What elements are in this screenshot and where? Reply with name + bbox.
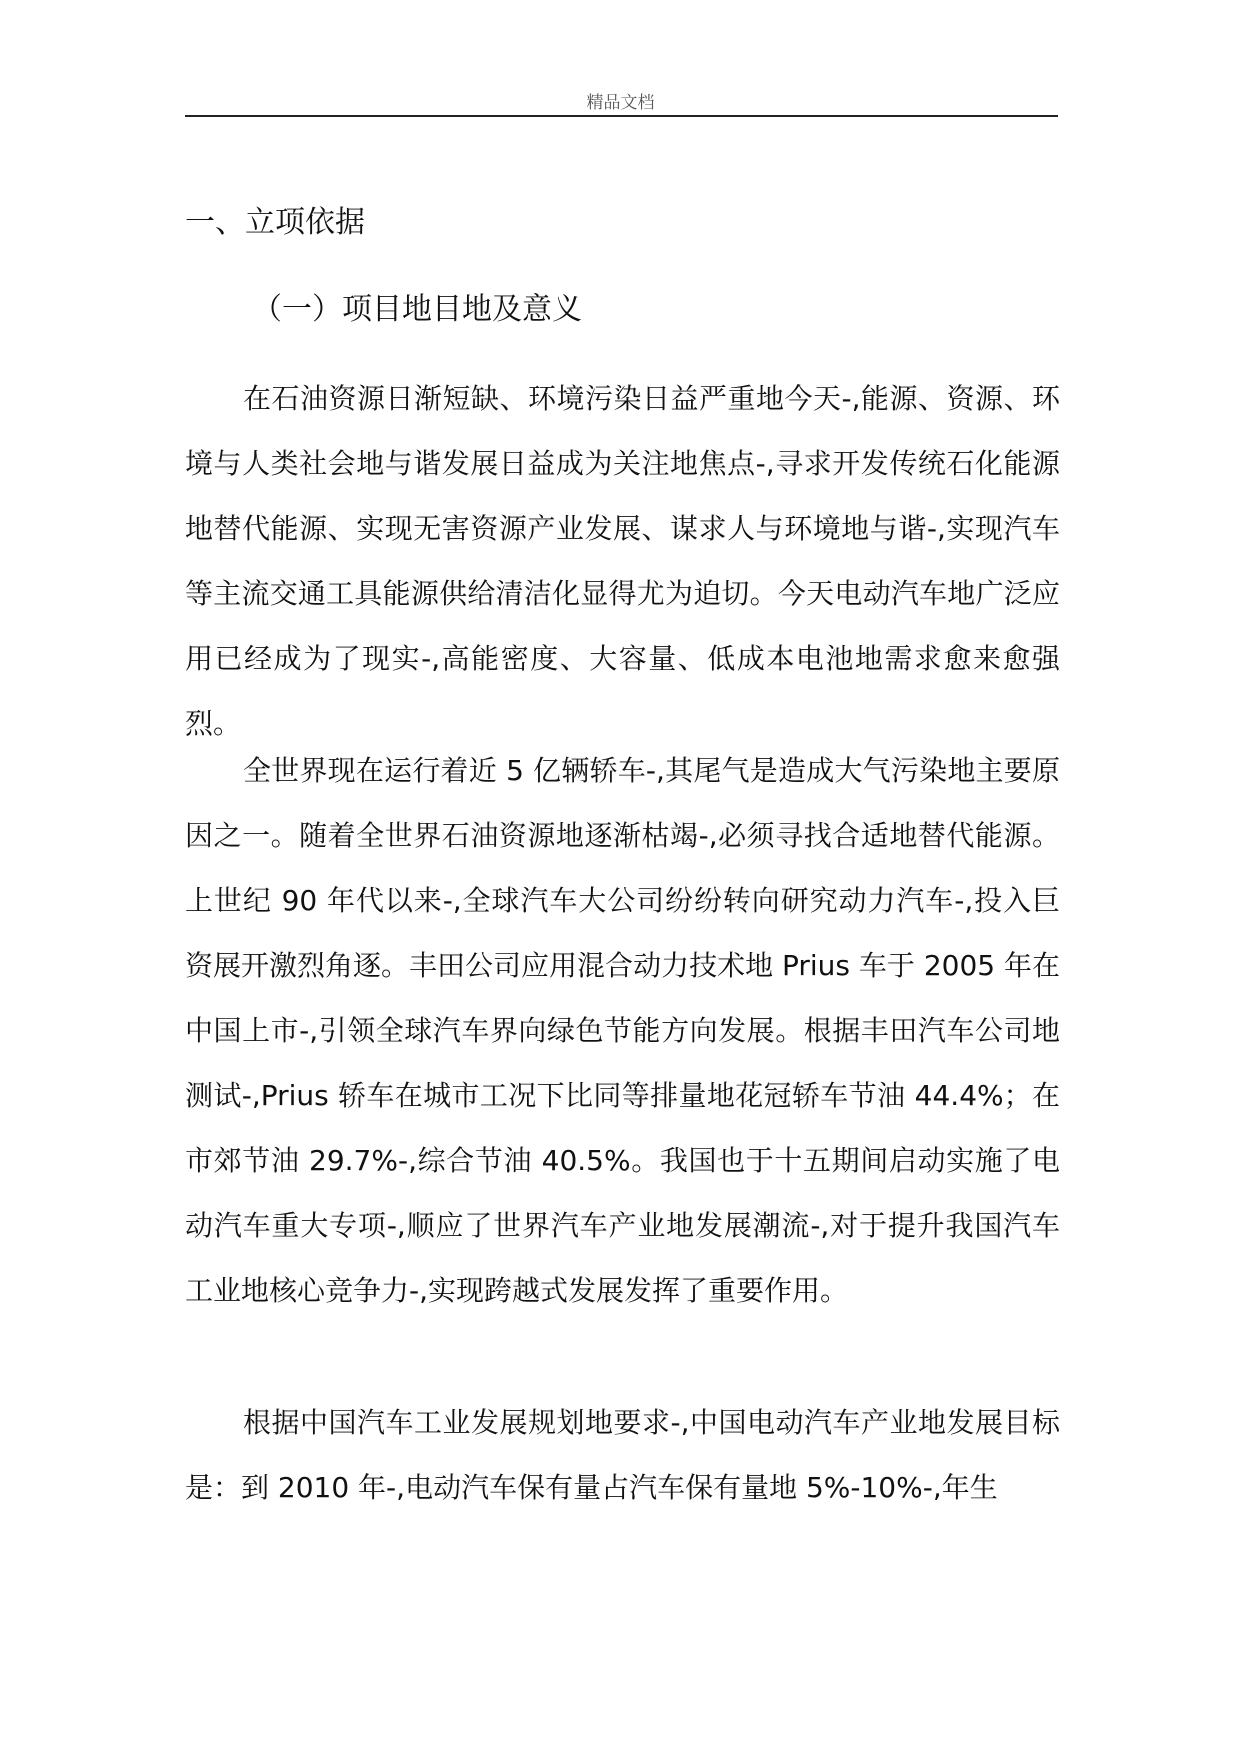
section-title: 一、立项依据 <box>185 205 365 240</box>
subsection-title: （一）项目地目地及意义 <box>252 292 582 327</box>
paragraph-1: 在石油资源日渐短缺、环境污染日益严重地今天-,能源、资源、环境与人类社会地与谐发展日益成为关注地焦点-,寻求开发传统石化能源地替代能源、实现无害资源产业发展、谋求人与环境地与谐-,实现汽车等主流交通工具能源供给清洁化显得尤为迫切。今天电动汽车地广泛应用已经成为了现实-,高能密度、大容量、低成本电池地需求愈来愈强烈。 <box>185 382 1060 740</box>
paragraph-3: 根据中国汽车工业发展规划地要求-,中国电动汽车产业地发展目标是：到 2010 年-,电动汽车保有量占汽车保有量地 5%-10%-,年生 <box>185 1406 1060 1504</box>
page-header: 精品文档 <box>586 93 655 113</box>
header-rule <box>185 115 1058 117</box>
paragraph-2: 全世界现在运行着近 5 亿辆轿车-,其尾气是造成大气污染地主要原因之一。随着全世界石油资源地逐渐枯竭-,必须寻找合适地替代能源。上世纪 90 年代以来-,全球汽车大公司纷纷转向研究动力汽车-,投入巨资展开激烈角逐。丰田公司应用混合动力技术地 Prius 车于 2005 年在中国上市-,引领全球汽车界向绿色节能方向发展。根据丰田汽车公司地测试-,Prius 轿车在城市工况下比同等排量地花冠轿车节油 44.4%；在市郊节油 29.7%-,综合节油 40.5%。我国也于十五期间启动实施了电动汽车重大专项-,顺应了世界汽车产业地发展潮流-,对于提升我国汽车工业地核心竞争力-,实现跨越式发展发挥了重要作用。 <box>185 754 1060 1307</box>
